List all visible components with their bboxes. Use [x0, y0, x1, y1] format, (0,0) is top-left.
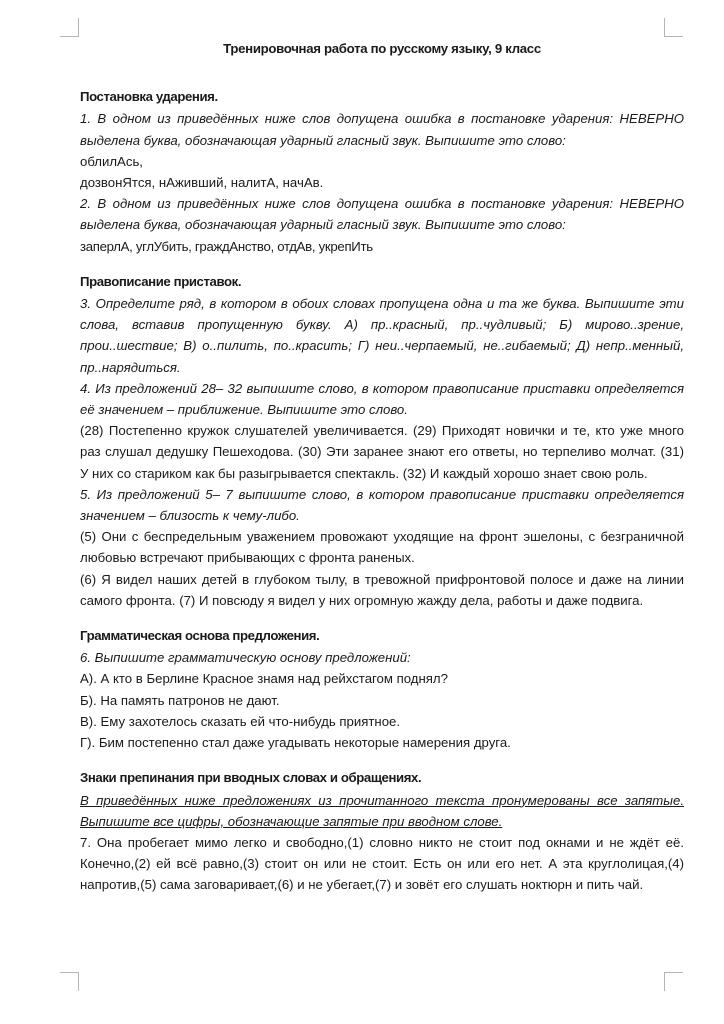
task-6-item-b: Б). На память патронов не дают. — [80, 692, 280, 708]
task-7-instruction: В приведённых ниже предложениях из прочитанного текста пронумерованы все запятые. Выпишите все цифры, обозначающие запятые при вводном слове. — [80, 792, 684, 829]
section-grammar-basis — [80, 625, 684, 753]
task-4-text: 4. Из предложений 28– 32 выпишите слово, в котором правописание приставки определяется её значением – приближение. Выпишите это слово. — [80, 380, 684, 418]
task-5-text: 5. Из предложений 5– 7 выпишите слово, в котором правописание приставки определяется значением – близость к чему-либо. — [80, 486, 684, 524]
section-title: Правописание приставок. — [80, 273, 242, 289]
task-5-passage-1: (5) Они с беспредельным уважением провожают уходящие на фронт эшелоны, с безграничной любовью встречают прибывающих с фронта раненых. — [80, 529, 684, 566]
document-page — [80, 38, 684, 896]
task-3-text: 3. Определите ряд, в котором в обоих словах пропущена одна и та же буква. Выпишите эти слова, вставив пропущенную букву. А) пр..красный, пр..чудливый; Б) мирово..зрение, прои..шествие; В) о..пилить, по..красить; Г) неи..черпаемый, не..гибаемый; Д) непр..менный, пр..нарядиться. — [80, 296, 684, 375]
section-title: Знаки препинания при вводных словах и обращениях. — [80, 770, 422, 786]
task-6-item-d: Г). Бим постепенно стал даже угадывать некоторые намерения друга. — [80, 735, 511, 751]
task-6-item-c: В). Ему захотелось сказать ей что-нибудь приятное. — [80, 713, 401, 729]
section-title: Грамматическая основа предложения. — [80, 628, 320, 644]
task-6-text: 6. Выпишите грамматическую основу предложений: — [80, 650, 411, 666]
crop-mark-bottom-right — [664, 972, 683, 991]
section-prefixes — [80, 271, 684, 611]
task-1-words-line-2: дозвонЯтся, нАживший, налитА, начАв. — [80, 175, 324, 191]
task-6-item-a: А). А кто в Берлине Красное знамя над рейхстагом поднял? — [80, 671, 448, 687]
page-title: Тренировочная работа по русскому языку, 9 класс — [223, 41, 541, 56]
crop-mark-top-left — [60, 18, 79, 37]
section-stress — [80, 86, 684, 257]
crop-mark-top-right — [664, 18, 683, 37]
task-5-passage-2: (6) Я видел наших детей в глубоком тылу, в тревожной прифронтовой полосе и даже на линии самого фронта. (7) И повсюду я видел у них огромную жажду дела, работы и даже подвига. — [80, 571, 684, 608]
section-title: Постановка ударения. — [80, 89, 218, 105]
task-4-passage: (28) Постепенно кружок слушателей увеличивается. (29) Приходят новички и те, кто уже много раз слушал дедушку Пешеходова. (30) Эти заранее знают его ответы, но терпеливо молчат. (31) У них со стариком как бы разыгрывается спектакль. (32) И каждый хорошо знает свою роль. — [80, 423, 684, 481]
section-punctuation — [80, 767, 684, 895]
task-1-text: 1. В одном из приведённых ниже слов допущена ошибка в постановке ударения: НЕВЕРНО выделена буква, обозначающая ударный гласный звук. Выпишите это слово: — [80, 111, 684, 148]
task-1-words-line-1: облилАсь, — [80, 153, 143, 169]
task-2-words: заперлА, углУбить, граждАнство, отдАв, укрепИть — [80, 238, 373, 254]
crop-mark-bottom-left — [60, 972, 79, 991]
task-2-text: 2. В одном из приведённых ниже слов допущена ошибка в постановке ударения: НЕВЕРНО выделена буква, обозначающая ударный гласный звук. Выпишите это слово: — [80, 196, 684, 233]
task-7-text: 7. Она пробегает мимо легко и свободно,(1) словно никто не стоит под окнами и не ждёт её. Конечно,(2) ей всё равно,(3) стоит он или не стоит. Есть он или его нет. А эта круглолицая,(4) напротив,(5) сама заговаривает,(6) и не убегает,(7) и зовёт его слушать ноктюрн и пить чай. — [80, 834, 684, 893]
